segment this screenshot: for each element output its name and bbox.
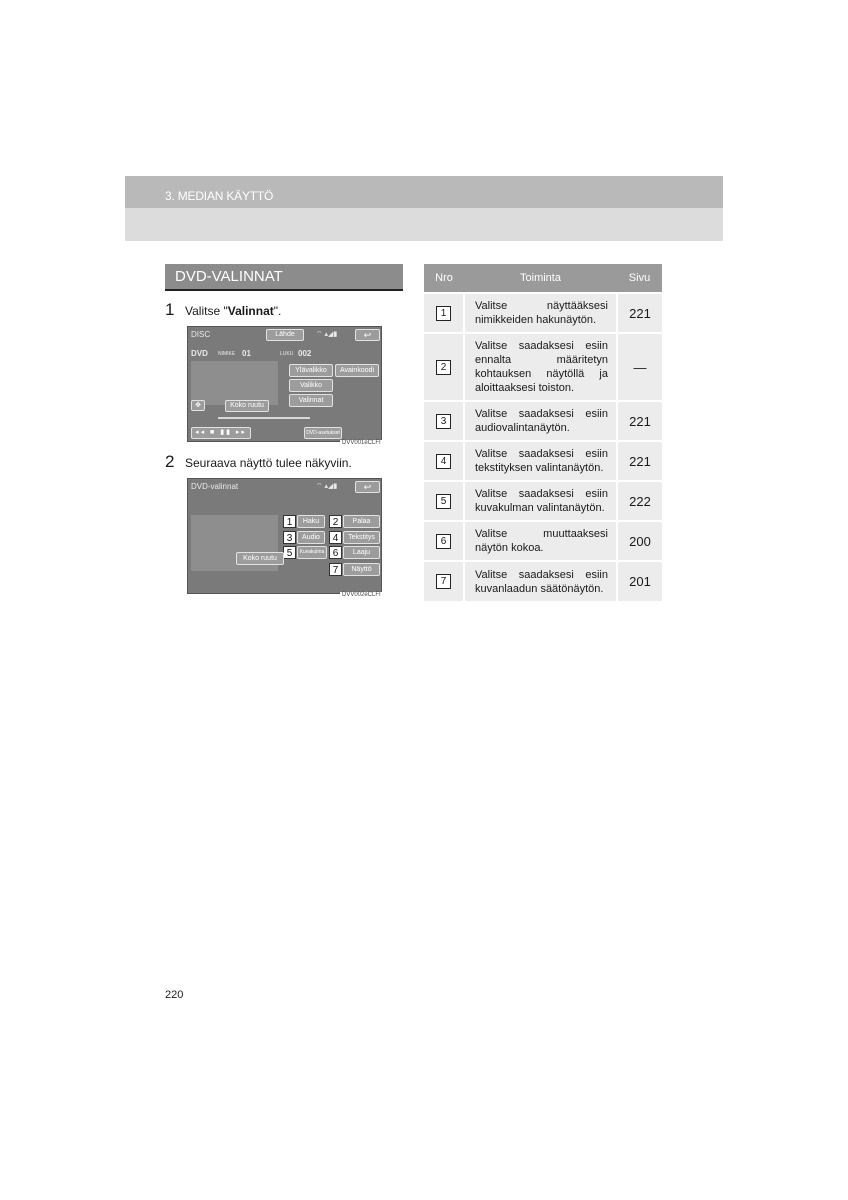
callout-5: 5 xyxy=(283,546,296,559)
row-text: Valitse saadaksesi esiin audiovalintanäytön. xyxy=(464,401,617,441)
screenshot-code: DVV001eCLFI xyxy=(342,440,381,446)
video-panel xyxy=(191,361,278,405)
header-toiminta: Toiminta xyxy=(464,264,617,293)
row-text: Valitse saadaksesi esiin tekstityksen valintanäytön. xyxy=(464,441,617,481)
table-row xyxy=(424,481,662,521)
palaa-button[interactable]: Palaa xyxy=(343,515,380,528)
options-table xyxy=(424,264,662,601)
dvd-label: DVD xyxy=(191,349,208,358)
signal-icon: ⌔ ▴◢▮ xyxy=(316,331,338,338)
haku-button[interactable]: Haku xyxy=(297,515,325,528)
row-page: 221 xyxy=(617,293,662,333)
row-number: 6 xyxy=(436,534,451,549)
dvd-asetukset-button[interactable]: DVD-asetukset xyxy=(304,427,342,439)
header-band xyxy=(125,208,723,241)
step-number: 2 xyxy=(165,452,175,471)
step-text: Seuraava näyttö tulee näkyviin. xyxy=(185,456,352,470)
row-number: 4 xyxy=(436,454,451,469)
source-label: DISC xyxy=(191,330,211,339)
row-number: 3 xyxy=(436,414,451,429)
chapter-header xyxy=(125,176,723,208)
row-text: Valitse saadaksesi esiin ennalta määritetyn kohtauksen näytöllä ja aloittaaksesi toiston. xyxy=(464,333,617,401)
row-page: — xyxy=(617,333,662,401)
screenshot-dvd-options xyxy=(187,478,382,594)
table-row xyxy=(424,441,662,481)
audio-button[interactable]: Audio xyxy=(297,531,325,544)
luku-label: LUKU xyxy=(280,351,294,357)
table-row xyxy=(424,401,662,441)
nimike-label: NIMIKE xyxy=(218,351,236,357)
row-number: 1 xyxy=(436,306,451,321)
row-number: 2 xyxy=(436,360,451,375)
table-row xyxy=(424,521,662,561)
row-page: 221 xyxy=(617,401,662,441)
back-icon[interactable]: ↩ xyxy=(355,481,380,493)
signal-icon: ⌔ ▴◢▮ xyxy=(316,483,338,490)
callout-3: 3 xyxy=(283,531,296,544)
callout-6: 6 xyxy=(329,546,342,559)
screenshot-disc xyxy=(187,326,382,442)
header-sivu: Sivu xyxy=(617,264,662,293)
table-row xyxy=(424,561,662,601)
luku-value: 002 xyxy=(298,349,312,358)
step-text xyxy=(185,304,281,318)
progress-bar[interactable] xyxy=(218,417,310,419)
koko-ruutu-button[interactable]: Koko ruutu xyxy=(225,400,269,412)
valikko-button[interactable]: Valikko xyxy=(289,379,333,392)
screen-title: DVD-valinnat xyxy=(191,482,239,491)
playback-controls[interactable]: ◂◂ ■ ▮▮ ▸▸ xyxy=(191,427,251,439)
row-text: Valitse näyttääksesi nimikkeiden hakunäytön. xyxy=(464,293,617,333)
page-number: 220 xyxy=(165,989,184,1001)
callout-1: 1 xyxy=(283,515,296,528)
row-text: Valitse muuttaaksesi näytön kokoa. xyxy=(464,521,617,561)
lahde-button[interactable]: Lähde xyxy=(266,329,304,341)
move-icon[interactable]: ✥ xyxy=(191,400,205,411)
back-icon[interactable]: ↩ xyxy=(355,329,380,341)
screenshot-code: DVV002eCLFI xyxy=(342,592,381,598)
step-text-bold: Valinnat xyxy=(227,304,274,318)
step-text-post: ". xyxy=(273,304,282,318)
row-page: 222 xyxy=(617,481,662,521)
table-row xyxy=(424,333,662,401)
valinnat-button[interactable]: Valinnat xyxy=(289,394,333,407)
row-page: 200 xyxy=(617,521,662,561)
step-text-pre: Valitse " xyxy=(185,304,228,318)
row-text: Valitse saadaksesi esiin kuvakulman valintanäytön. xyxy=(464,481,617,521)
koko-ruutu-button[interactable]: Koko ruutu xyxy=(236,552,284,565)
row-page: 221 xyxy=(617,441,662,481)
tekstitys-button[interactable]: Tekstitys xyxy=(343,531,380,544)
step-number: 1 xyxy=(165,300,175,319)
header-nro: Nro xyxy=(424,264,464,293)
nimike-value: 01 xyxy=(242,349,251,358)
callout-4: 4 xyxy=(329,531,342,544)
table-header-row xyxy=(424,264,662,293)
callout-2: 2 xyxy=(329,515,342,528)
naytto-button[interactable]: Näyttö xyxy=(343,563,380,576)
kuvakulma-button[interactable]: Kuvakulma xyxy=(297,546,327,559)
row-number: 5 xyxy=(436,494,451,509)
chapter-title: 3. MEDIAN KÄYTTÖ xyxy=(165,189,274,203)
row-text: Valitse saadaksesi esiin kuvanlaadun säätönäytön. xyxy=(464,561,617,601)
row-number: 7 xyxy=(436,574,451,589)
table-row xyxy=(424,293,662,333)
row-page: 201 xyxy=(617,561,662,601)
avainkoodi-button[interactable]: Avainkoodi xyxy=(335,364,379,377)
section-title-text: DVD-VALINNAT xyxy=(175,268,283,285)
callout-7: 7 xyxy=(329,563,342,576)
laaju-button[interactable]: Laaju xyxy=(343,546,380,559)
section-title xyxy=(165,264,403,291)
ylavalikko-button[interactable]: Ylävalikko xyxy=(289,364,333,377)
